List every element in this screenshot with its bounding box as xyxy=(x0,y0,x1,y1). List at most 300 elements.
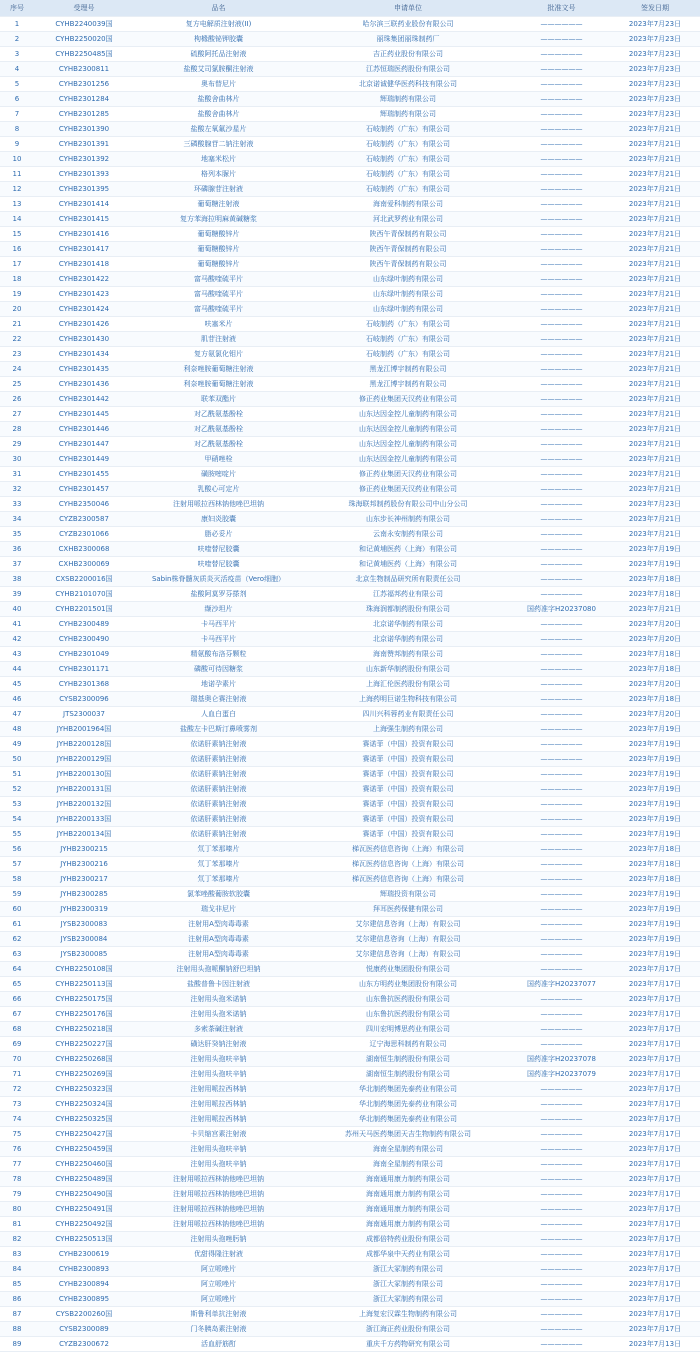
header-applicant: 申请单位 xyxy=(303,0,513,17)
table-row xyxy=(0,932,700,947)
cell-product-name: 康妇炎胶囊 xyxy=(134,512,303,527)
cell-approval-no: —————— xyxy=(513,1232,610,1247)
cell-product-name: 葡萄糖注射液 xyxy=(134,197,303,212)
cell-acceptance-no: JYHB2300216 xyxy=(34,857,134,872)
cell-acceptance-no: JYHB2300319 xyxy=(34,902,134,917)
cell-issue-date: 2023年7月21日 xyxy=(610,407,700,422)
cell-issue-date: 2023年7月23日 xyxy=(610,62,700,77)
cell-applicant: 哈尔滨三联药业股份有限公司 xyxy=(303,17,513,32)
cell-product-name: 注射用头孢呋辛钠 xyxy=(134,1052,303,1067)
cell-approval-no: —————— xyxy=(513,92,610,107)
cell-acceptance-no: CYHB2250269国 xyxy=(34,1067,134,1082)
cell-acceptance-no: CYHB2250513国 xyxy=(34,1232,134,1247)
cell-applicant: 北京生物制品研究所有限责任公司 xyxy=(303,572,513,587)
cell-applicant: 黑龙江博宇制药有限公司 xyxy=(303,377,513,392)
cell-acceptance-no: CYHB2250324国 xyxy=(34,1097,134,1112)
cell-index: 63 xyxy=(0,947,34,962)
table-row xyxy=(0,1052,700,1067)
cell-acceptance-no: CYHB2301436 xyxy=(34,377,134,392)
cell-product-name: 硫酸阿托品注射液 xyxy=(134,47,303,62)
cell-acceptance-no: CYHB2250325国 xyxy=(34,1112,134,1127)
cell-acceptance-no: CYHB2301424 xyxy=(34,302,134,317)
cell-index: 2 xyxy=(0,32,34,47)
table-row xyxy=(0,572,700,587)
cell-index: 42 xyxy=(0,632,34,647)
cell-issue-date: 2023年7月17日 xyxy=(610,1157,700,1172)
table-row xyxy=(0,1082,700,1097)
cell-product-name: 盐酸舍曲林片 xyxy=(134,107,303,122)
table-row xyxy=(0,1037,700,1052)
cell-index: 76 xyxy=(0,1142,34,1157)
cell-acceptance-no: CYHB2301395 xyxy=(34,182,134,197)
cell-index: 39 xyxy=(0,587,34,602)
table-row xyxy=(0,377,700,392)
cell-issue-date: 2023年7月17日 xyxy=(610,962,700,977)
cell-issue-date: 2023年7月18日 xyxy=(610,587,700,602)
cell-product-name: 依诺肝素钠注射液 xyxy=(134,782,303,797)
cell-index: 51 xyxy=(0,767,34,782)
cell-applicant: 海南全星制药有限公司 xyxy=(303,1142,513,1157)
cell-product-name: 奥布替尼片 xyxy=(134,77,303,92)
cell-index: 1 xyxy=(0,17,34,32)
cell-issue-date: 2023年7月21日 xyxy=(610,347,700,362)
cell-applicant: 石岐制药（广东）有限公司 xyxy=(303,317,513,332)
cell-product-name: 对乙酰氨基酚栓 xyxy=(134,437,303,452)
cell-issue-date: 2023年7月17日 xyxy=(610,1112,700,1127)
table-row xyxy=(0,1172,700,1187)
cell-approval-no: —————— xyxy=(513,857,610,872)
cell-issue-date: 2023年7月21日 xyxy=(610,257,700,272)
cell-index: 4 xyxy=(0,62,34,77)
cell-product-name: 呋喹替尼胶囊 xyxy=(134,542,303,557)
cell-issue-date: 2023年7月21日 xyxy=(610,377,700,392)
cell-approval-no: —————— xyxy=(513,422,610,437)
cell-approval-no: —————— xyxy=(513,47,610,62)
cell-product-name: 利奈唑胺葡萄糖注射液 xyxy=(134,362,303,377)
cell-issue-date: 2023年7月23日 xyxy=(610,77,700,92)
cell-issue-date: 2023年7月17日 xyxy=(610,1037,700,1052)
table-header-row xyxy=(0,0,700,17)
table-row xyxy=(0,257,700,272)
cell-acceptance-no: CYHB2250268国 xyxy=(34,1052,134,1067)
cell-product-name: 枸橼酸铋钾胶囊 xyxy=(134,32,303,47)
cell-acceptance-no: CYHB2301426 xyxy=(34,317,134,332)
cell-product-name: 卡马西平片 xyxy=(134,632,303,647)
cell-approval-no: —————— xyxy=(513,257,610,272)
cell-index: 72 xyxy=(0,1082,34,1097)
cell-approval-no: —————— xyxy=(513,752,610,767)
cell-acceptance-no: CYHB2250175国 xyxy=(34,992,134,1007)
cell-approval-no: —————— xyxy=(513,212,610,227)
cell-applicant: 辉瑞制药有限公司 xyxy=(303,92,513,107)
cell-approval-no: —————— xyxy=(513,677,610,692)
cell-index: 38 xyxy=(0,572,34,587)
table-row xyxy=(0,302,700,317)
cell-product-name: 依诺肝素钠注射液 xyxy=(134,812,303,827)
table-row xyxy=(0,542,700,557)
cell-applicant: 山东新华制药股份有限公司 xyxy=(303,662,513,677)
cell-issue-date: 2023年7月17日 xyxy=(610,977,700,992)
cell-index: 41 xyxy=(0,617,34,632)
cell-acceptance-no: CXHB2300069 xyxy=(34,557,134,572)
table-row xyxy=(0,1187,700,1202)
table-body xyxy=(0,17,700,1352)
table-row xyxy=(0,527,700,542)
cell-index: 88 xyxy=(0,1322,34,1337)
cell-index: 75 xyxy=(0,1127,34,1142)
cell-applicant: 梯瓦医药信息咨询（上海）有限公司 xyxy=(303,842,513,857)
cell-issue-date: 2023年7月17日 xyxy=(610,1262,700,1277)
cell-issue-date: 2023年7月17日 xyxy=(610,1307,700,1322)
table-row xyxy=(0,1262,700,1277)
table-row xyxy=(0,197,700,212)
cell-issue-date: 2023年7月19日 xyxy=(610,722,700,737)
cell-product-name: 氯苯唑酸葡胺软胶囊 xyxy=(134,887,303,902)
table-row xyxy=(0,347,700,362)
cell-applicant: 山东绿叶制药有限公司 xyxy=(303,302,513,317)
cell-approval-no: —————— xyxy=(513,1022,610,1037)
cell-applicant: 上海药明巨诺生物科技有限公司 xyxy=(303,692,513,707)
cell-acceptance-no: CYHB2301418 xyxy=(34,257,134,272)
cell-acceptance-no: CYHB2250218国 xyxy=(34,1022,134,1037)
cell-acceptance-no: CYHB2301393 xyxy=(34,167,134,182)
table-row xyxy=(0,1007,700,1022)
cell-issue-date: 2023年7月19日 xyxy=(610,887,700,902)
cell-index: 24 xyxy=(0,362,34,377)
cell-issue-date: 2023年7月17日 xyxy=(610,992,700,1007)
cell-product-name: 阿立哌唑片 xyxy=(134,1277,303,1292)
table-row xyxy=(0,167,700,182)
cell-approval-no: —————— xyxy=(513,497,610,512)
cell-issue-date: 2023年7月17日 xyxy=(610,1322,700,1337)
cell-product-name: 依诺肝素钠注射液 xyxy=(134,767,303,782)
cell-applicant: 辉瑞投资有限公司 xyxy=(303,887,513,902)
cell-index: 25 xyxy=(0,377,34,392)
cell-product-name: 依诺肝素钠注射液 xyxy=(134,737,303,752)
cell-acceptance-no: CYHB2301415 xyxy=(34,212,134,227)
cell-acceptance-no: CYZB2301066 xyxy=(34,527,134,542)
table-row xyxy=(0,482,700,497)
cell-approval-no: —————— xyxy=(513,167,610,182)
cell-applicant: 陕西午青保制药有限公司 xyxy=(303,227,513,242)
cell-index: 5 xyxy=(0,77,34,92)
table-row xyxy=(0,902,700,917)
cell-applicant: 修正药业集团天汉药业有限公司 xyxy=(303,392,513,407)
cell-index: 23 xyxy=(0,347,34,362)
cell-approval-no: —————— xyxy=(513,1142,610,1157)
cell-acceptance-no: CYHB2250113国 xyxy=(34,977,134,992)
table-row xyxy=(0,1202,700,1217)
cell-applicant: 石岐制药（广东）有限公司 xyxy=(303,347,513,362)
cell-acceptance-no: CYHB2201501国 xyxy=(34,602,134,617)
cell-acceptance-no: JTS2300037 xyxy=(34,707,134,722)
cell-approval-no: —————— xyxy=(513,332,610,347)
cell-approval-no: —————— xyxy=(513,572,610,587)
cell-product-name: 依诺肝素钠注射液 xyxy=(134,752,303,767)
cell-approval-no: —————— xyxy=(513,1127,610,1142)
cell-acceptance-no: CYHB2250108国 xyxy=(34,962,134,977)
table-row xyxy=(0,797,700,812)
cell-product-name: 卡马西平片 xyxy=(134,617,303,632)
cell-acceptance-no: CYHB2301434 xyxy=(34,347,134,362)
cell-acceptance-no: CYHB2301390 xyxy=(34,122,134,137)
header-product-name: 品名 xyxy=(134,0,303,17)
table-row xyxy=(0,737,700,752)
table-row xyxy=(0,287,700,302)
cell-acceptance-no: JYHB2300217 xyxy=(34,872,134,887)
cell-product-name: 注射用哌拉西林钠他唑巴坦钠 xyxy=(134,497,303,512)
cell-issue-date: 2023年7月21日 xyxy=(610,467,700,482)
cell-applicant: 海南爱科制药有限公司 xyxy=(303,197,513,212)
cell-issue-date: 2023年7月13日 xyxy=(610,1337,700,1352)
cell-applicant: 湖南恒生制药股份有限公司 xyxy=(303,1067,513,1082)
cell-product-name: 乳酸心可定片 xyxy=(134,482,303,497)
cell-applicant: 悦康药业集团股份有限公司 xyxy=(303,962,513,977)
cell-approval-no: —————— xyxy=(513,632,610,647)
cell-approval-no: —————— xyxy=(513,647,610,662)
cell-approval-no: —————— xyxy=(513,587,610,602)
cell-issue-date: 2023年7月19日 xyxy=(610,902,700,917)
cell-index: 52 xyxy=(0,782,34,797)
cell-product-name: 注射用哌拉西林钠他唑巴坦钠 xyxy=(134,1187,303,1202)
cell-issue-date: 2023年7月21日 xyxy=(610,212,700,227)
cell-applicant: 山东达因金控儿童制药有限公司 xyxy=(303,407,513,422)
cell-product-name: 注射用头孢米诺钠 xyxy=(134,992,303,1007)
cell-product-name: 氘丁苯那嗪片 xyxy=(134,857,303,872)
cell-product-name: 瑞戈非尼片 xyxy=(134,902,303,917)
cell-issue-date: 2023年7月17日 xyxy=(610,1202,700,1217)
table-row xyxy=(0,677,700,692)
cell-applicant: 陕西午青保制药有限公司 xyxy=(303,257,513,272)
cell-product-name: 注射用哌拉西林钠他唑巴坦钠 xyxy=(134,1217,303,1232)
cell-acceptance-no: CYHB2250491国 xyxy=(34,1202,134,1217)
cell-index: 15 xyxy=(0,227,34,242)
cell-applicant: 北京诺华制药有限公司 xyxy=(303,632,513,647)
cell-acceptance-no: CYHB2301416 xyxy=(34,227,134,242)
cell-index: 61 xyxy=(0,917,34,932)
cell-index: 21 xyxy=(0,317,34,332)
table-row xyxy=(0,812,700,827)
cell-issue-date: 2023年7月17日 xyxy=(610,1007,700,1022)
cell-acceptance-no: CYHB2350046 xyxy=(34,497,134,512)
cell-applicant: 赛诺菲（中国）投资有限公司 xyxy=(303,782,513,797)
cell-applicant: 赛诺菲（中国）投资有限公司 xyxy=(303,797,513,812)
cell-applicant: 成都倍特药业股份有限公司 xyxy=(303,1232,513,1247)
cell-acceptance-no: CYHB2240039国 xyxy=(34,17,134,32)
cell-approval-no: —————— xyxy=(513,377,610,392)
cell-approval-no: —————— xyxy=(513,842,610,857)
cell-applicant: 山东步长神州制药有限公司 xyxy=(303,512,513,527)
cell-index: 35 xyxy=(0,527,34,542)
cell-index: 48 xyxy=(0,722,34,737)
cell-applicant: 华北制药集团先泰药业有限公司 xyxy=(303,1097,513,1112)
cell-product-name: 注射用A型肉毒毒素 xyxy=(134,947,303,962)
cell-index: 54 xyxy=(0,812,34,827)
cell-product-name: 注射用哌拉西林钠他唑巴坦钠 xyxy=(134,1172,303,1187)
cell-approval-no: —————— xyxy=(513,452,610,467)
cell-index: 17 xyxy=(0,257,34,272)
cell-approval-no: —————— xyxy=(513,1262,610,1277)
cell-issue-date: 2023年7月19日 xyxy=(610,737,700,752)
cell-acceptance-no: CYHB2301417 xyxy=(34,242,134,257)
cell-approval-no: —————— xyxy=(513,1037,610,1052)
cell-acceptance-no: JYHB2200128国 xyxy=(34,737,134,752)
cell-issue-date: 2023年7月23日 xyxy=(610,497,700,512)
cell-product-name: 精氨酸布洛芬颗粒 xyxy=(134,647,303,662)
cell-acceptance-no: JYHB2200132国 xyxy=(34,797,134,812)
cell-applicant: 山东绿叶制药有限公司 xyxy=(303,287,513,302)
cell-product-name: 门冬胰岛素注射液 xyxy=(134,1322,303,1337)
cell-product-name: 瑞基奥仑赛注射液 xyxy=(134,692,303,707)
cell-issue-date: 2023年7月17日 xyxy=(610,1067,700,1082)
cell-acceptance-no: CYHB2300619 xyxy=(34,1247,134,1262)
cell-acceptance-no: CYHB2250489国 xyxy=(34,1172,134,1187)
table-row xyxy=(0,602,700,617)
cell-product-name: Sabin株脊髓灰质炎灭活疫苗（Vero细胞） xyxy=(134,572,303,587)
cell-issue-date: 2023年7月19日 xyxy=(610,827,700,842)
cell-index: 64 xyxy=(0,962,34,977)
cell-applicant: 重庆千方药物研究有限公司 xyxy=(303,1337,513,1352)
cell-applicant: 艾尔建信息咨询（上海）有限公司 xyxy=(303,917,513,932)
cell-issue-date: 2023年7月21日 xyxy=(610,512,700,527)
cell-issue-date: 2023年7月19日 xyxy=(610,932,700,947)
cell-issue-date: 2023年7月21日 xyxy=(610,272,700,287)
cell-approval-no: —————— xyxy=(513,1217,610,1232)
table-row xyxy=(0,1157,700,1172)
cell-issue-date: 2023年7月17日 xyxy=(610,1172,700,1187)
table-row xyxy=(0,152,700,167)
cell-applicant: 上海复宏汉霖生物制药有限公司 xyxy=(303,1307,513,1322)
cell-applicant: 石岐制药（广东）有限公司 xyxy=(303,332,513,347)
table-row xyxy=(0,62,700,77)
cell-product-name: 复方氨氯化钼片 xyxy=(134,347,303,362)
cell-index: 68 xyxy=(0,1022,34,1037)
cell-approval-no: —————— xyxy=(513,197,610,212)
table-row xyxy=(0,1127,700,1142)
cell-index: 33 xyxy=(0,497,34,512)
cell-issue-date: 2023年7月21日 xyxy=(610,332,700,347)
table-row xyxy=(0,1067,700,1082)
cell-index: 57 xyxy=(0,857,34,872)
table-row xyxy=(0,122,700,137)
table-row xyxy=(0,437,700,452)
cell-issue-date: 2023年7月21日 xyxy=(610,317,700,332)
cell-index: 89 xyxy=(0,1337,34,1352)
cell-product-name: 磺达肝癸钠注射液 xyxy=(134,1037,303,1052)
table-row xyxy=(0,647,700,662)
cell-issue-date: 2023年7月17日 xyxy=(610,1052,700,1067)
cell-applicant: 海南通用康力制药有限公司 xyxy=(303,1172,513,1187)
cell-approval-no: —————— xyxy=(513,467,610,482)
cell-applicant: 艾尔建信息咨询（上海）有限公司 xyxy=(303,947,513,962)
table-row xyxy=(0,857,700,872)
cell-acceptance-no: CYHB2301423 xyxy=(34,287,134,302)
cell-issue-date: 2023年7月17日 xyxy=(610,1187,700,1202)
cell-approval-no: —————— xyxy=(513,662,610,677)
cell-index: 36 xyxy=(0,542,34,557)
cell-issue-date: 2023年7月23日 xyxy=(610,92,700,107)
table-row xyxy=(0,977,700,992)
header-acceptance-no: 受理号 xyxy=(34,0,134,17)
cell-product-name: 阿立哌唑片 xyxy=(134,1262,303,1277)
cell-applicant: 北京诺诚健华医药科技有限公司 xyxy=(303,77,513,92)
cell-index: 46 xyxy=(0,692,34,707)
table-row xyxy=(0,1337,700,1352)
cell-applicant: 山东达因金控儿童制药有限公司 xyxy=(303,452,513,467)
cell-product-name: 环磷腺苷注射液 xyxy=(134,182,303,197)
table-row xyxy=(0,227,700,242)
cell-approval-no: 国药准字H20237079 xyxy=(513,1067,610,1082)
cell-approval-no: —————— xyxy=(513,1082,610,1097)
cell-issue-date: 2023年7月21日 xyxy=(610,242,700,257)
cell-approval-no: 国药准字H20237077 xyxy=(513,977,610,992)
cell-product-name: 格列本脲片 xyxy=(134,167,303,182)
cell-applicant: 赛诺菲（中国）投资有限公司 xyxy=(303,752,513,767)
cell-applicant: 海南全星制药有限公司 xyxy=(303,1157,513,1172)
cell-acceptance-no: CYHB2301285 xyxy=(34,107,134,122)
cell-product-name: 联苯双酯片 xyxy=(134,392,303,407)
cell-applicant: 梯瓦医药信息咨询（上海）有限公司 xyxy=(303,857,513,872)
cell-acceptance-no: CYHB2300893 xyxy=(34,1262,134,1277)
cell-acceptance-no: CYHB2301171 xyxy=(34,662,134,677)
cell-product-name: 注射用头孢米诺钠 xyxy=(134,1007,303,1022)
cell-applicant: 陕西午青保制药有限公司 xyxy=(303,242,513,257)
cell-issue-date: 2023年7月20日 xyxy=(610,632,700,647)
cell-index: 18 xyxy=(0,272,34,287)
cell-product-name: 注射用哌拉西林钠 xyxy=(134,1112,303,1127)
table-row xyxy=(0,1217,700,1232)
cell-acceptance-no: CYHB2250460国 xyxy=(34,1157,134,1172)
cell-applicant: 山东鲁抗医药股份有限公司 xyxy=(303,1007,513,1022)
cell-index: 10 xyxy=(0,152,34,167)
cell-product-name: 富马酸喹硫平片 xyxy=(134,287,303,302)
cell-index: 11 xyxy=(0,167,34,182)
cell-product-name: 盐酸舍曲林片 xyxy=(134,92,303,107)
cell-approval-no: —————— xyxy=(513,77,610,92)
cell-product-name: 复方苯海拉明麻黄碱糖浆 xyxy=(134,212,303,227)
table-row xyxy=(0,242,700,257)
cell-applicant: 山东鲁抗医药股份有限公司 xyxy=(303,992,513,1007)
cell-index: 56 xyxy=(0,842,34,857)
cell-applicant: 华北制药集团先泰药业有限公司 xyxy=(303,1112,513,1127)
cell-index: 80 xyxy=(0,1202,34,1217)
table-row xyxy=(0,752,700,767)
cell-issue-date: 2023年7月17日 xyxy=(610,1247,700,1262)
cell-index: 31 xyxy=(0,467,34,482)
cell-issue-date: 2023年7月17日 xyxy=(610,1142,700,1157)
table-row xyxy=(0,1292,700,1307)
cell-product-name: 卡贝缩宫素注射液 xyxy=(134,1127,303,1142)
cell-issue-date: 2023年7月21日 xyxy=(610,452,700,467)
cell-acceptance-no: CYSB2200260国 xyxy=(34,1307,134,1322)
cell-product-name: 依诺肝素钠注射液 xyxy=(134,827,303,842)
cell-issue-date: 2023年7月21日 xyxy=(610,167,700,182)
cell-product-name: 肌苷注射液 xyxy=(134,332,303,347)
cell-approval-no: —————— xyxy=(513,287,610,302)
cell-issue-date: 2023年7月21日 xyxy=(610,122,700,137)
table-row xyxy=(0,362,700,377)
cell-applicant: 石岐制药（广东）有限公司 xyxy=(303,167,513,182)
table-row xyxy=(0,1097,700,1112)
cell-index: 28 xyxy=(0,422,34,437)
cell-issue-date: 2023年7月23日 xyxy=(610,107,700,122)
cell-applicant: 成都华泉中天药业有限公司 xyxy=(303,1247,513,1262)
cell-approval-no: —————— xyxy=(513,362,610,377)
cell-issue-date: 2023年7月20日 xyxy=(610,677,700,692)
cell-issue-date: 2023年7月19日 xyxy=(610,542,700,557)
cell-approval-no: —————— xyxy=(513,1007,610,1022)
cell-applicant: 海南赞邦制药有限公司 xyxy=(303,647,513,662)
